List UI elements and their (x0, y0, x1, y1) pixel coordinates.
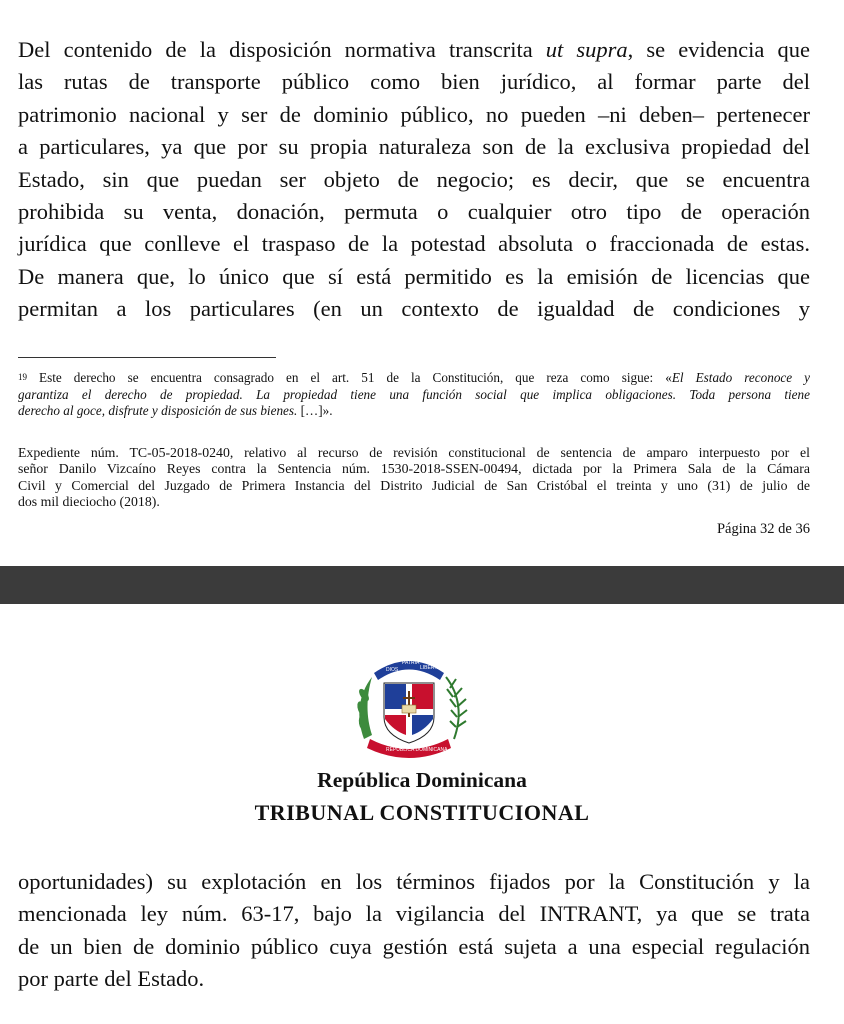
country-title: República Dominicana (317, 768, 527, 792)
paragraph-line: prohibida su venta, donación, permuta o cualquier otro tipo de operación (18, 199, 810, 225)
paragraph-continuation (18, 866, 810, 996)
case-reference-line: Civil y Comercial del Juzgado de Primera Instancia del Distrito Judicial de San Cristóbal el treinta y uno (31) de julio de (18, 477, 810, 493)
footnote-19 (18, 370, 810, 420)
ribbon-word: LIBERTAD (420, 665, 444, 671)
footnote-number: 19 (18, 372, 27, 382)
palm-branch-icon (446, 677, 467, 739)
case-reference-line: dos mil dieciocho (2018). (18, 494, 160, 510)
paragraph-line: Del contenido de la disposición normativa transcrita ut supra, se evidencia que (18, 37, 810, 62)
paragraph-line: por parte del Estado. (18, 966, 205, 992)
paragraph-line: las rutas de transporte público como bien jurídico, al formar parte del (18, 69, 810, 95)
footnote-separator (18, 357, 276, 358)
italic-phrase: ut supra (545, 37, 628, 62)
paragraph-line: jurídica que conlleve el traspaso de la potestad absoluta o fraccionada de estas. (18, 231, 810, 257)
paragraph-line: patrimonio nacional y ser de dominio público, no pueden –ni deben– pertenecer (18, 101, 810, 127)
page-break-divider (0, 566, 844, 604)
laurel-branch-icon (356, 677, 372, 739)
paragraph-line: de un bien de dominio público cuya gestión está sujeta a una especial regulación (18, 933, 810, 959)
paragraph-line: a particulares, ya que por su propia naturaleza son de la exclusiva propiedad del (18, 134, 810, 160)
page-number: Página 32 de 36 (716, 521, 810, 537)
paragraph-line: mencionada ley núm. 63-17, bajo la vigilancia del INTRANT, ya que se trata (18, 901, 810, 927)
paragraph-line: De manera que, lo único que sí está permitido es la emisión de licencias que (18, 263, 810, 289)
shield-icon (384, 683, 434, 743)
case-reference-line: Expediente núm. TC-05-2018-0240, relativo al recurso de revisión constitucional de sentencia de amparo interpuesto por el (18, 445, 810, 460)
footnote-line: garantiza el derecho de propiedad. La propiedad tiene una función social que implica obligaciones. Toda persona tiene (18, 386, 810, 402)
paragraph-line: oportunidades) su explotación en los términos fijados por la Constitución y la (18, 869, 810, 894)
paragraph-main (18, 34, 810, 326)
coat-of-arms-icon (350, 647, 468, 759)
ribbon-word: PATRIA (402, 660, 420, 666)
case-reference-line: señor Danilo Vizcaíno Reyes contra la Sentencia núm. 1530-2018-SSEN-00494, dictada por la Primera Sala de la Cámara (18, 461, 810, 477)
paragraph-line: Estado, sin que puedan ser objeto de negocio; es decir, que se encuentra (18, 166, 810, 192)
ribbon-word: DIOS (386, 667, 399, 673)
ribbon-text: REPÚBLICA DOMINICANA (386, 747, 448, 753)
footnote-line: $^{19}$ Este derecho se encuentra consagrado en el art. 51 de la Constitución, que reza como sigue: «El Estado reconoce y (18, 370, 811, 385)
cropped-previous-line (18, 0, 818, 12)
court-title: TRIBUNAL CONSTITUCIONAL (254, 800, 590, 825)
paragraph-line: permitan a los particulares (en un contexto de igualdad de condiciones y (18, 296, 810, 322)
footnote-line: derecho al goce, disfrute y disposición de sus bienes. […]». (18, 403, 333, 418)
case-reference (18, 445, 810, 511)
